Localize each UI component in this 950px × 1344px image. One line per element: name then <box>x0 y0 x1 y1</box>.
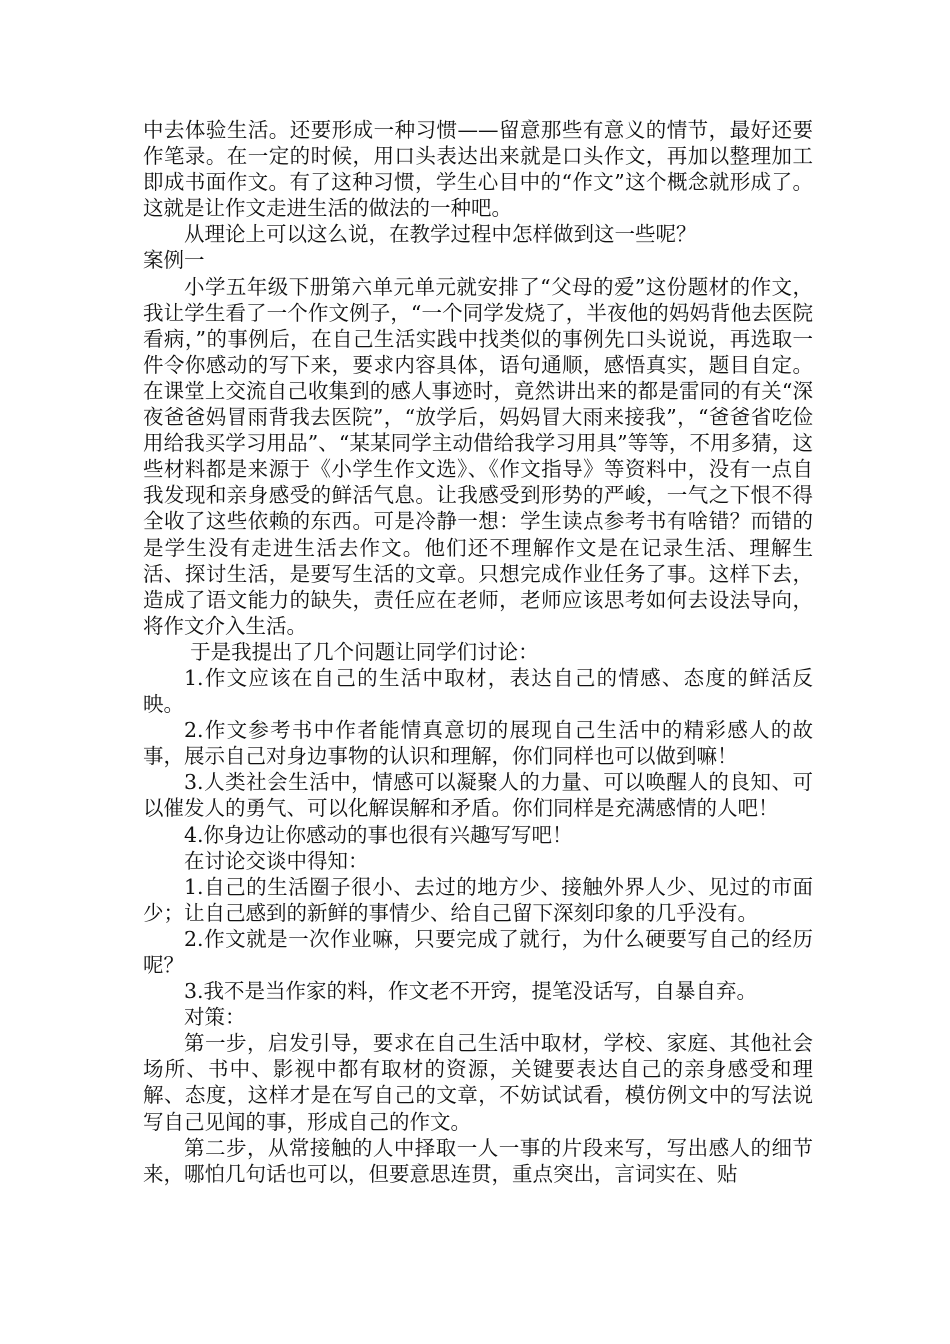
paragraph-intro: 中去体验生活。还要形成一种习惯——留意那些有意义的情节，最好还要作笔录。在一定的时候，用口头表达出来就是口头作文，再加以整理加工即成书面作文。有了这种习惯，学生心目中的“作文”这个概念就形成了。这就是让作文走进生活的做法的一种吧。 <box>143 118 813 221</box>
list-item-finding-3: 3.我不是当作家的料，作文老不开窍，提笔没话写，自暴自弃。 <box>184 979 758 1004</box>
paragraph-question: 从理论上可以这么说，在教学过程中怎样做到这一些呢？ <box>184 222 697 247</box>
list-item-finding-1: 1.自己的生活圈子很小、去过的地方少、接触外界人少、见过的市面少；让自己感到的新鲜的事情少、给自己留下深刻印象的几乎没有。 <box>143 874 813 925</box>
paragraph-findings-intro: 在讨论交谈中得知： <box>184 848 369 873</box>
list-item-question-2: 2.作文参考书中作者能情真意切的展现自己生活中的精彩感人的故事，展示自己对身边事物的认识和理解，你们同样也可以做到嘛！ <box>143 718 813 769</box>
paragraph-step-two: 第二步，从常接触的人中择取一人一事的片段来写，写出感人的细节来，哪怕几句话也可以，但要意思连贯，重点突出，言词实在、贴 <box>143 1135 813 1186</box>
paragraph-discussion-intro: 于是我提出了几个问题让同学们讨论： <box>190 639 539 664</box>
list-item-finding-2: 2.作文就是一次作业嘛，只要完成了就行，为什么硬要写自己的经历呢？ <box>143 926 813 977</box>
list-item-question-1: 1.作文应该在自己的生活中取材，表达自己的情感、态度的鲜活反映。 <box>143 665 813 717</box>
paragraph-step-one: 第一步，启发引导，要求在自己生活中取材，学校、家庭、其他社会场所、书中、影视中都有取材的资源，关键要表达自己的亲身感受和理解、态度，这样才是在写自己的文章，不妨试试看，模仿例文中的写法说写自己见闻的事，形成自己的作文。 <box>143 1031 813 1134</box>
section-heading-countermeasures: 对策： <box>184 1005 246 1030</box>
section-heading-case-one: 案例一 <box>143 248 205 273</box>
paragraph-case-narrative: 小学五年级下册第六单元单元就安排了“父母的爱”这份题材的作文，我让学生看了一个作文例子，“一个同学发烧了，半夜他的妈妈背他去医院看病，”的事例后，在自己生活实践中找类似的事例先口头说说，再选取一件令你感动的写下来，要求内容具体，语句通顺，感悟真实，题目自定。在课堂上交流自己收集到的感人事迹时，竟然讲出来的都是雷同的有关“深夜爸爸妈冒雨背我去医院”，“放学后，妈妈冒大雨来接我”，“爸爸省吃俭用给我买学习用品”、“某某同学主动借给我学习用具”等等，不用多猜，这些材料都是来源于《小学生作文选》、《作文指导》等资料中，没有一点自我发现和亲身感受的鲜活气息。让我感受到形势的严峻，一气之下恨不得全收了这些依赖的东西。可是冷静一想：学生读点参考书有啥错？而错的是学生没有走进生活去作文。他们还不理解作文是在记录生活、理解生活、探讨生活，是要写生活的文章。只想完成作业任务了事。这样下去，造成了语文能力的缺失，责任应在老师，老师应该思考如何去设法导向，将作文介入生活。 <box>143 274 813 638</box>
document-body <box>143 117 813 1187</box>
list-item-question-3: 3.人类社会生活中，情感可以凝聚人的力量、可以唤醒人的良知、可以催发人的勇气、可以化解误解和矛盾。你们同样是充满感情的人吧！ <box>143 770 813 821</box>
list-item-question-4: 4.你身边让你感动的事也很有兴趣写写吧！ <box>184 822 573 847</box>
